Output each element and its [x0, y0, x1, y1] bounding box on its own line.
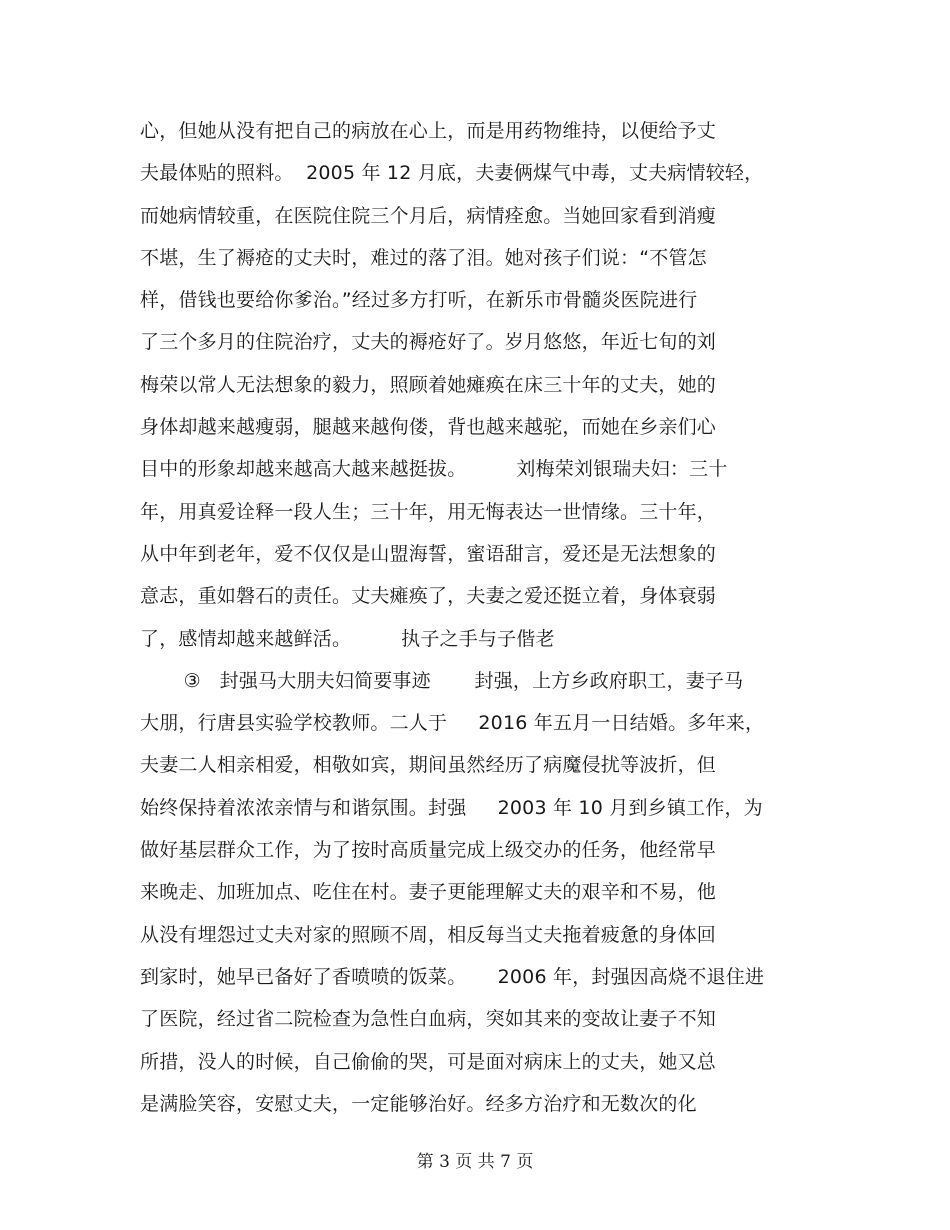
- text-line: 大朋，行唐县实验学校教师。二人于 2016 年五月一日结婚。多年来，: [140, 712, 765, 735]
- text-line: 了医院，经过省二院检查为急性白血病，突如其来的变故让妻子不知: [140, 1008, 717, 1031]
- text-line: 夫最体贴的照料。 2005 年 12 月底，夫妻俩煤气中毒，丈夫病情较轻，: [140, 162, 764, 185]
- document-body: [140, 110, 820, 1125]
- text-line: 所措，没人的时候，自己偷偷的哭，可是面对病床上的丈夫，她又总: [140, 1050, 717, 1073]
- text-line: 从没有埋怨过丈夫对家的照顾不周，相反每当丈夫拖着疲惫的身体回: [140, 923, 717, 946]
- text-line: 始终保持着浓浓亲情与和谐氛围。封强 2003 年 10 月到乡镇工作，为: [140, 796, 763, 819]
- page-number-footer: 第 3 页 共 7 页: [416, 1152, 534, 1172]
- text-line: 做好基层群众工作，为了按时高质量完成上级交办的任务，他经常早: [140, 839, 717, 862]
- text-line: 年，用真爱诠释一段人生；三十年，用无悔表达一世情缘。三十年，: [140, 500, 717, 523]
- text-line: 样，借钱也要给你爹治。”经过多方打听，在新乐市骨髓炎医院进行: [140, 289, 698, 312]
- text-line: 梅荣以常人无法想象的毅力，照顾着她瘫痪在床三十年的丈夫，她的: [140, 373, 717, 396]
- text-line: 夫妻二人相亲相爱，相敬如宾，期间虽然经历了病魔侵扰等波折，但: [140, 754, 717, 777]
- text-line: 而她病情较重，在医院住院三个月后，病情痊愈。当她回家看到消瘦: [140, 204, 717, 227]
- text-line: 身体却越来越瘦弱，腿越来越佝偻，背也越来越驼，而她在乡亲们心: [140, 416, 717, 439]
- text-line: 从中年到老年，爱不仅仅是山盟海誓，蜜语甜言，爱还是无法想象的: [140, 542, 717, 565]
- text-line: 了，感情却越来越鲜活。 执子之手与子偕老: [140, 627, 555, 650]
- text-line: 是满脸笑容，安慰丈夫，一定能够治好。经多方治疗和无数次的化: [140, 1092, 697, 1115]
- text-line: 目中的形象却越来越高大越来越挺拔。 刘梅荣刘银瑞夫妇：三十: [140, 458, 728, 481]
- text-line: 不堪，生了褥疮的丈夫时，难过的落了泪。她对孩子们说：“不管怎: [140, 246, 707, 269]
- text-line: 心，但她从没有把自己的病放在心上，而是用药物维持，以便给予丈: [140, 120, 717, 142]
- text-line: 意志，重如磐石的责任。丈夫瘫痪了，夫妻之爱还挺立着，身体衰弱: [140, 585, 717, 608]
- text-line: 来晚走、加班加点、吃住在村。妻子更能理解丈夫的艰辛和不易，他: [140, 881, 717, 904]
- text-line: 了三个多月的住院治疗，丈夫的褥疮好了。岁月悠悠，年近七旬的刘: [140, 331, 717, 354]
- text-line: 到家时，她早已备好了香喷喷的饭菜。 2006 年，封强因高烧不退住进: [140, 965, 765, 988]
- section-heading-line: ③ 封强马大朋夫妇简要事迹 封强，上方乡政府职工，妻子马: [140, 669, 744, 692]
